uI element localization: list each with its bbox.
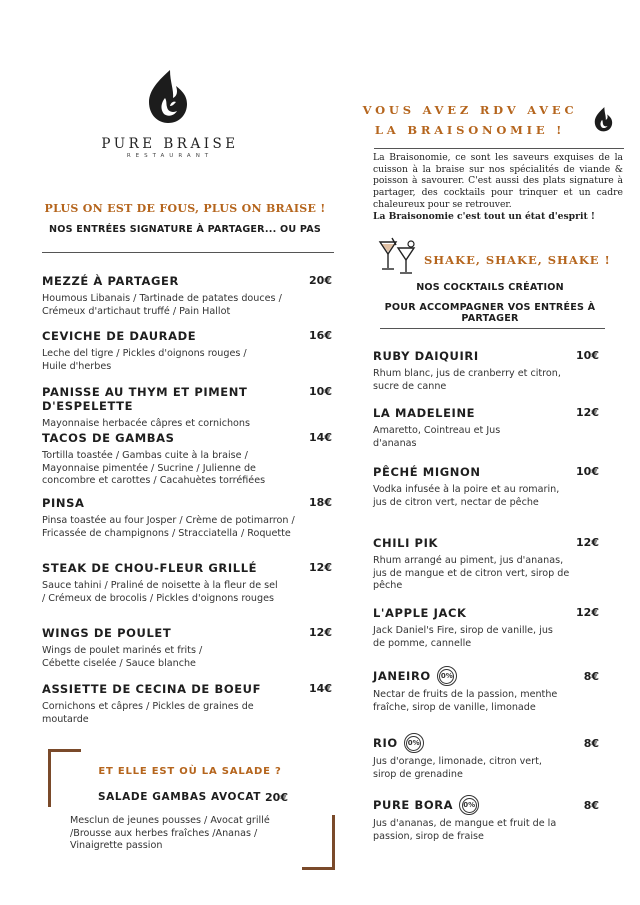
menu-item (42, 496, 332, 540)
cocktails-divider (380, 328, 605, 329)
cocktail-glasses-icon (376, 236, 420, 276)
cocktail-price: 12€ (576, 536, 599, 549)
brand-subtitle: RESTAURANT (126, 153, 214, 159)
cocktail-item (373, 406, 599, 450)
cocktail-price: 8€ (583, 799, 599, 812)
cocktail-name: RIO (373, 736, 398, 750)
item-price: 20€ (309, 274, 332, 287)
cocktail-name: PÊCHÉ MIGNON (373, 465, 481, 479)
cocktail-item (373, 733, 599, 781)
item-description: Tortilla toastée / Gambas cuite à la braise / Mayonnaise pimentée / Sucrine / Julienne de concombre et carottes / Cacahuètes torréfiées (42, 450, 266, 486)
cocktail-name: CHILI PIK (373, 536, 438, 550)
cocktail-item (373, 465, 599, 509)
salad-frame-top-left (48, 749, 81, 807)
menu-item (42, 561, 332, 605)
salad-frame-bottom-right (302, 815, 335, 870)
cocktail-name-row (373, 733, 599, 753)
item-price: 10€ (309, 385, 332, 398)
cocktail-item (373, 606, 599, 650)
cocktail-description: Amaretto, Cointreau et Jus d'ananas (373, 425, 501, 449)
item-name: MEZZÉ À PARTAGER (42, 274, 179, 288)
alcohol-free-badge-icon: 0% (459, 795, 479, 815)
item-price: 18€ (309, 496, 332, 509)
item-price: 12€ (309, 626, 332, 639)
cocktail-name: L'APPLE JACK (373, 606, 467, 620)
item-description: Sauce tahini / Praliné de noisette à la fleur de sel / Crémeux de brocolis / Pickles d'oignons rouges (42, 580, 278, 604)
item-description: Mayonnaise herbacée câpres et cornichons (42, 418, 250, 429)
cocktail-description: Jus d'ananas, de mangue et fruit de la passion, sirop de fraise (373, 818, 557, 842)
item-price: 14€ (309, 431, 332, 444)
cocktail-description: Jack Daniel's Fire, sirop de vanille, jus de pomme, cannelle (373, 625, 553, 649)
item-price: 14€ (309, 682, 332, 695)
item-name: TACOS DE GAMBAS (42, 431, 175, 445)
cocktails-subtitle: POUR ACCOMPAGNER VOS ENTRÉES À PARTAGER (384, 302, 596, 324)
cocktail-price: 12€ (576, 406, 599, 419)
cocktail-item (373, 349, 599, 393)
right-top-divider (374, 148, 624, 149)
cocktail-description: Nectar de fruits de la passion, menthe fraîche, sirop de vanille, limonade (373, 689, 558, 713)
alcohol-free-badge-icon: 0% (437, 666, 457, 686)
left-tagline: PLUS ON EST DE FOUS, PLUS ON BRAISE ! (44, 202, 326, 215)
item-name: STEAK DE CHOU-FLEUR GRILLÉ (42, 561, 258, 575)
rdv-line-1: VOUS AVEZ RDV AVEC (362, 103, 578, 117)
left-divider (42, 252, 334, 253)
salad-name: SALADE GAMBAS AVOCAT (98, 791, 262, 803)
shake-heading: SHAKE, SHAKE, SHAKE ! (424, 253, 611, 267)
menu-item (42, 431, 332, 488)
item-description: Pinsa toastée au four Josper / Crème de potimarron / Fricassée de champignons / Stracciatella / Roquette (42, 515, 295, 539)
item-price: 12€ (309, 561, 332, 574)
cocktail-name: PURE BORA (373, 798, 454, 812)
cocktail-name-row (373, 666, 599, 686)
cocktail-price: 10€ (576, 465, 599, 478)
cocktail-price: 8€ (583, 737, 599, 750)
item-name: PINSA (42, 496, 85, 510)
cocktail-description: Vodka infusée à la poire et au romarin, jus de citron vert, nectar de pêche (373, 484, 560, 508)
salad-heading: ET ELLE EST OÙ LA SALADE ? (98, 766, 282, 777)
cocktail-price: 12€ (576, 606, 599, 619)
cocktail-description: Rhum blanc, jus de cranberry et citron, sucre de canne (373, 368, 561, 392)
alcohol-free-badge-icon: 0% (404, 733, 424, 753)
menu-item (42, 274, 332, 318)
cocktails-title: NOS COCKTAILS CRÉATION (416, 282, 564, 293)
menu-item (42, 385, 332, 431)
cocktail-name: JANEIRO (373, 669, 431, 683)
flame-logo-icon (143, 68, 191, 124)
cocktail-description: Rhum arrangé au piment, jus d'ananas, jus de mangue et de citron vert, sirop de pêche (373, 555, 570, 591)
item-description: Cornichons et câpres / Pickles de graines de moutarde (42, 701, 254, 725)
salad-description: Mesclun de jeunes pousses / Avocat grillé /Brousse aux herbes fraîches /Ananas / Vinaigrette passion (70, 815, 270, 851)
brand-name: PURE BRAISE (101, 136, 239, 152)
cocktail-item (373, 666, 599, 714)
flame-small-icon (592, 104, 614, 134)
menu-item (42, 682, 332, 726)
intro-paragraph (373, 152, 623, 222)
menu-item (42, 626, 332, 670)
item-name: WINGS DE POULET (42, 626, 172, 640)
left-subtitle: NOS ENTRÉES SIGNATURE À PARTAGER... OU PAS (49, 224, 321, 235)
item-name: ASSIETTE DE CECINA DE BOEUF (42, 682, 262, 696)
cocktail-price: 10€ (576, 349, 599, 362)
item-description: Wings de poulet marinés et frits / Cébette ciselée / Sauce blanche (42, 645, 203, 669)
item-description: Leche del tigre / Pickles d'oignons rouges / Huile d'herbes (42, 348, 247, 372)
item-description: Houmous Libanais / Tartinade de patates douces / Crémeux d'artichaut truffé / Pain Hallot (42, 293, 282, 317)
cocktail-item (373, 536, 599, 593)
cocktail-description: Jus d'orange, limonade, citron vert, sirop de grenadine (373, 756, 542, 780)
item-price: 16€ (309, 329, 332, 342)
item-name: PANISSE AU THYM ET PIMENT D'ESPELETTE (42, 385, 248, 413)
menu-item (42, 329, 332, 373)
cocktail-price: 8€ (583, 670, 599, 683)
rdv-line-2: LA BRAISONOMIE ! (374, 123, 566, 137)
intro-bold: La Braisonomie c'est tout un état d'esprit ! (373, 210, 595, 222)
item-name: CEVICHE DE DAURADE (42, 329, 197, 343)
cocktail-name: RUBY DAIQUIRI (373, 349, 479, 363)
intro-text: La Braisonomie, ce sont les saveurs exquises de la cuisson à la braise sur nos spécialités de viande & poisson à savourer. C'est aussi des plats signature à partager, des cocktails pour trinquer et un cadre chaleureux pour se retrouver. (373, 152, 623, 210)
cocktail-name: LA MADELEINE (373, 406, 476, 420)
cocktail-item (373, 795, 599, 843)
cocktail-name-row (373, 795, 599, 815)
salad-price: 20€ (265, 791, 288, 804)
